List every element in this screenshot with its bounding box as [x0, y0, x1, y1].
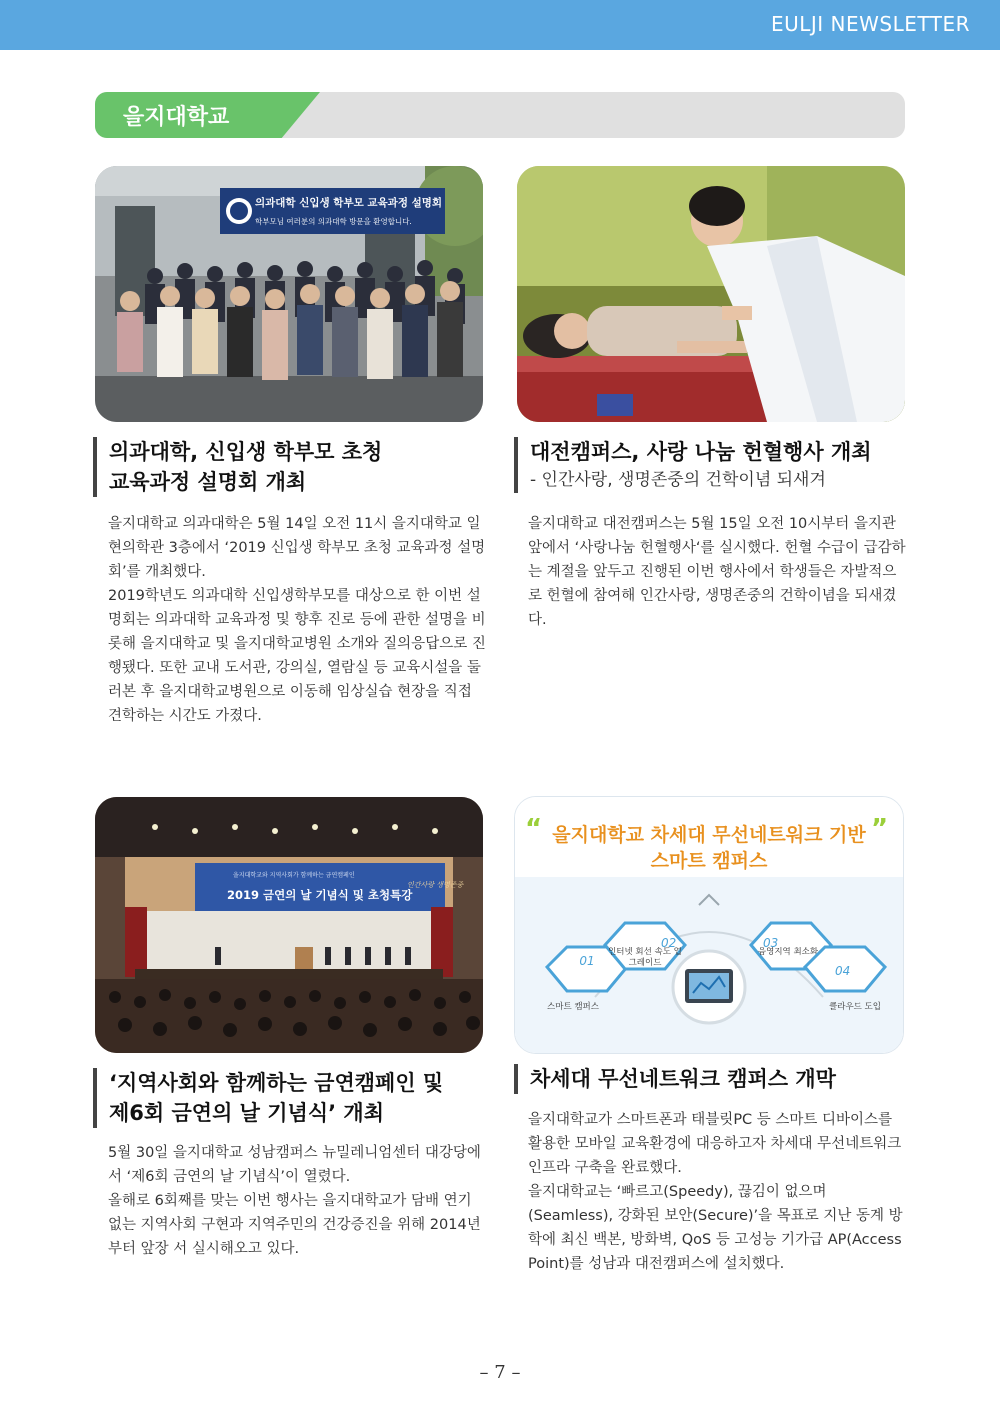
node-4-number: 04: [835, 964, 851, 978]
article-3-headline-line-1: ‘지역사회와 함께하는 금연캠페인 및: [109, 1071, 444, 1095]
article-3-body: [108, 1141, 490, 1261]
node-3-number: 03: [763, 936, 779, 950]
close-quote-icon: ”: [871, 814, 889, 844]
diagram-title-line-1: 을지대학교 차세대 무선네트워크 기반: [552, 824, 866, 846]
photo-banner-small: 을지대학교와 지역사회가 함께하는 금연캠페인: [233, 872, 355, 879]
node-1-number: 01: [579, 954, 595, 968]
article-4-paragraph: 을지대학교는 ‘빠르고(Speedy), 끊김이 없으며(Seamless), 강화된 보안(Secure)’을 목표로 지난 동계 방학에 최신 백본, 방화벽, QoS 등 고성능 기가급 AP(Access Point)를 성남과 대전캠퍼스에 설치했다.: [528, 1184, 903, 1272]
article-2-photo: [517, 166, 905, 422]
diagram-title-line-2: 스마트 캠퍼스: [650, 850, 768, 872]
article-4-diagram: [514, 796, 904, 1054]
article-4-headline: [514, 1064, 836, 1094]
article-3-headline-line-2: 제6회 금연의 날 기념식’ 개최: [109, 1101, 384, 1125]
newsletter-header-bar: [0, 0, 1000, 50]
photo-banner-line-1: 의과대학 신입생 학부모 교육과정 설명회: [255, 197, 443, 209]
article-2-subhead: - 인간사랑, 생명존중의 건학이념 되새겨: [530, 470, 826, 490]
node-2-label: 인터넷 회선 속도 업그레이드: [608, 947, 682, 968]
article-2-headline-line-1: 대전캠퍼스, 사랑 나눔 헌혈행사 개최: [530, 440, 872, 464]
node-4-label: 클라우드 도입: [829, 1002, 881, 1012]
article-1-headline: [93, 437, 382, 497]
article-4-body: [528, 1108, 910, 1276]
article-1-paragraph: 2019학년도 의과대학 신입생학부모를 대상으로 한 이번 설명회는 의과대학 교육과정 및 향후 진로 등에 관한 설명을 비롯해 을지대학교 및 을지대학교병원 소개와 질의응답으로 진행됐다. 또한 교내 도서관, 강의실, 열람실 등 교육시설을 둘러본 후 을지대학교병원으로 이동해 임상실습 현장을 직접 견학하는 시간도 가졌다.: [108, 588, 486, 724]
article-4-headline-line-1: 차세대 무선네트워크 캠퍼스 개막: [530, 1067, 836, 1091]
newsletter-title: EULJI NEWSLETTER: [770, 12, 970, 36]
node-2-number: 02: [661, 936, 677, 950]
article-2-headline: [514, 437, 872, 493]
article-2-body: [528, 512, 910, 632]
node-1-label: 스마트 캠퍼스: [547, 1002, 599, 1012]
node-3-label: 음영지역 최소화: [757, 947, 819, 957]
section-heading-title: 을지대학교: [123, 105, 230, 130]
article-3-paragraph: 올해로 6회째를 맞는 이번 행사는 을지대학교가 담배 연기 없는 지역사회 구현과 지역주민의 건강증진을 위해 2014년부터 앞장 서 실시해오고 있다.: [108, 1193, 481, 1257]
article-2-paragraph: 을지대학교 대전캠퍼스는 5월 15일 오전 10시부터 을지관 앞에서 ‘사랑나눔 헌혈행사‘를 실시했다. 헌혈 수급이 급감하는 계절을 앞두고 진행된 이번 행사에서 학생들은 자발적으로 헌혈에 참여해 인간사랑, 생명존중의 건학이념을 되새겼다.: [528, 516, 906, 628]
article-4-paragraph: 을지대학교가 스마트폰과 태블릿PC 등 스마트 디바이스를 활용한 모바일 교육환경에 대응하고자 차세대 무선네트워크 인프라 구축을 완료했다.: [528, 1112, 902, 1176]
article-1-body: [108, 512, 490, 728]
article-3-paragraph: 5월 30일 을지대학교 성남캠퍼스 뉴밀레니엄센터 대강당에서 ‘제6회 금연의 날 기념식’이 열렸다.: [108, 1145, 481, 1185]
photo-banner-script: 인간사랑 생명존중: [407, 881, 464, 889]
article-1-headline-line-1: 의과대학, 신입생 학부모 초청: [109, 440, 383, 464]
article-1-photo: [95, 166, 483, 422]
article-3-photo: [95, 797, 483, 1053]
page-number: – 7 –: [479, 1362, 521, 1383]
open-quote-icon: “: [525, 814, 543, 844]
photo-banner-main: 2019 금연의 날 기념식 및 초청특강: [227, 888, 413, 902]
article-3-headline: [93, 1068, 443, 1128]
article-1-paragraph: 을지대학교 의과대학은 5월 14일 오전 11시 을지대학교 일현의학관 3층에서 ‘2019 신입생 학부모 초청 교육과정 설명회’를 개최했다.: [108, 516, 486, 580]
article-1-headline-line-2: 교육과정 설명회 개최: [109, 470, 307, 494]
photo-banner-line-2: 학부모님 여러분의 의과대학 방문을 환영합니다.: [255, 217, 412, 226]
section-heading-bar: [95, 92, 905, 138]
